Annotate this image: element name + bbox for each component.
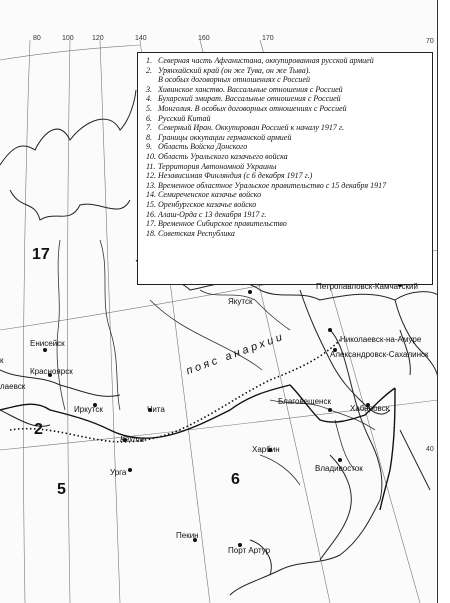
legend-item: 9. Область Войска Донского bbox=[146, 142, 248, 152]
legend-item: 15. Оренбургское казачье войско bbox=[146, 199, 257, 209]
lat-label-70: 70 bbox=[426, 38, 434, 45]
lon-label-160: 160 bbox=[198, 35, 210, 42]
city-aleksandrovsk: Александровск-Сахалинск bbox=[330, 350, 429, 359]
legend-list bbox=[146, 56, 428, 238]
city-pekin: Пекин bbox=[176, 531, 199, 540]
city-kyakhta: Кяхта bbox=[120, 435, 145, 444]
legend-item: 10. Область Уральского казачьего войска bbox=[146, 151, 288, 161]
city-port-arthur: Порт Артур bbox=[228, 546, 271, 555]
lon-label-120: 120 bbox=[92, 35, 104, 42]
legend-item: 7. Северный Иран. Оккупирован Россией к началу 1917 г. bbox=[146, 123, 344, 133]
legend-item: 5. Монголия. В особых договорных отношениях с Россией bbox=[146, 103, 347, 113]
legend-item: 6. Русский Китай bbox=[146, 113, 211, 123]
city-petropavlovsk: Петропавловск-Камчатский bbox=[316, 282, 418, 291]
legend-item: 14. Семиреченское казачье войско bbox=[146, 190, 262, 200]
region-number-2: 2 bbox=[34, 421, 43, 438]
legend-item: 1. Северная часть Афганистана, оккупированная русской армией bbox=[146, 56, 374, 65]
legend-item: 4. Бухарский эмират. Вассальные отношения с Россией bbox=[146, 94, 341, 104]
legend-item: 12. Независимая Финляндия (с 6 декабря 1917 г.) bbox=[146, 171, 313, 181]
anarchy-belt-line bbox=[10, 340, 340, 442]
legend-item: 3. Хивинское ханство. Вассальные отношения с Россией bbox=[146, 84, 343, 94]
legend-item: 17. Временное Сибирское правительство bbox=[146, 219, 287, 229]
city-eniseysk: Енисейск bbox=[30, 339, 65, 348]
region-number-6: 6 bbox=[231, 471, 240, 488]
legend-item: 16. Алаш-Орда с 13 декабря 1917 г. bbox=[146, 209, 267, 219]
lon-label-100: 100 bbox=[62, 35, 74, 42]
legend-item: 18. Советская Республика bbox=[146, 228, 235, 238]
map-frame-edge bbox=[437, 0, 450, 603]
city-harbin: Харбин bbox=[252, 445, 280, 454]
legend-item: 13. Временное областное Уральское правительство с 15 декабря 1917 bbox=[146, 180, 387, 190]
region-number-5: 5 bbox=[57, 481, 66, 498]
lon-label-80: 80 bbox=[33, 35, 41, 42]
city-blagoveshchensk: Благовещенск bbox=[278, 397, 331, 406]
city-urga: Урга bbox=[110, 468, 127, 477]
city-krasnoyarsk: Красноярск bbox=[30, 367, 73, 376]
region-number-17: 17 bbox=[32, 246, 50, 263]
lon-label-140: 140 bbox=[135, 35, 147, 42]
lon-label-170: 170 bbox=[262, 35, 274, 42]
legend-item: 8. Границы оккупации германской армией bbox=[146, 132, 292, 142]
lat-label-40: 40 bbox=[426, 446, 434, 453]
anarchy-belt-label: пояс анархии bbox=[184, 330, 287, 378]
city-nikolaevsk: Николаевск-на-Амуре bbox=[340, 335, 422, 344]
city-chita: Чита bbox=[147, 405, 165, 414]
city-left-edge-k: к bbox=[0, 356, 4, 365]
city-yakutsk: Якутск bbox=[228, 297, 253, 306]
legend-item: 2. Урянхайский край (он же Тува, он же Тыва). bbox=[146, 65, 311, 75]
legend-item: 11. Территория Автономной Украины bbox=[146, 161, 277, 171]
city-khabarovsk: Хабаровск bbox=[350, 404, 390, 413]
legend-box bbox=[137, 52, 433, 285]
city-left-edge-laevsk: лаевск bbox=[0, 382, 26, 391]
legend-item: В особых договорных отношениях с Россией bbox=[158, 75, 310, 85]
city-dots bbox=[43, 283, 402, 547]
city-irkutsk: Иркутск bbox=[74, 405, 103, 414]
city-vladivostok: Владивосток bbox=[315, 464, 363, 473]
